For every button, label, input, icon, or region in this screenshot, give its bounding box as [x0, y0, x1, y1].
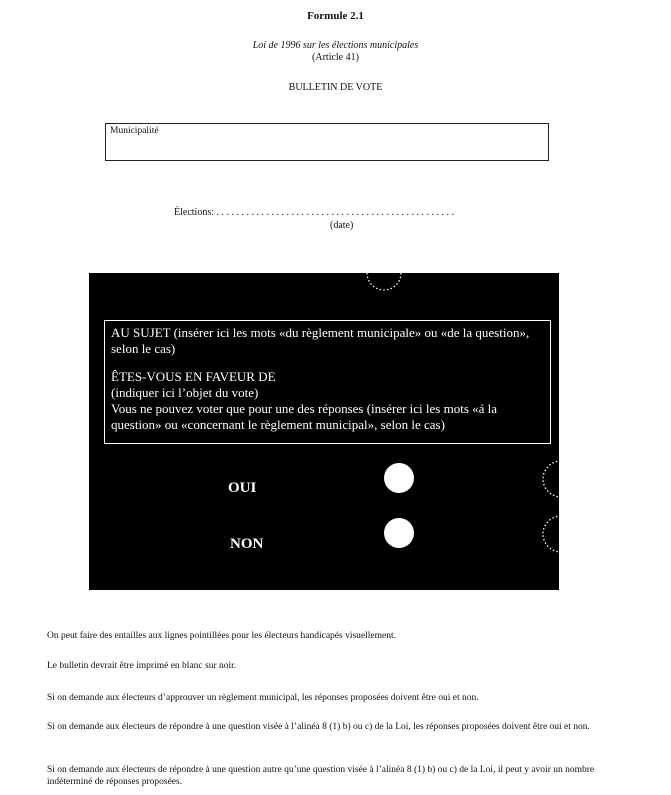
elections-dotted-line: . . . . . . . . . . . . . . . . . . . . . . . . . . . . . . . . . . . . . . . . . . . . . . . . [216, 207, 454, 218]
cut-mark-top [363, 273, 405, 299]
article-reference: (Article 41) [312, 52, 359, 63]
option-oui-marking-circle[interactable] [384, 463, 414, 493]
question-box [104, 320, 551, 444]
note-question-answers: Si on demande aux électeurs de répondre à une question visée à l’alinéa 8 (1) b) ou c) de la Loi, les réponses proposées doivent être oui et non. [47, 722, 590, 732]
option-oui-label: OUI [228, 480, 257, 496]
instruction-text: Vous ne pouvez voter que pour une des réponses (insérer ici les mots «á la question» ou «concernant le règlement municipal», selon le cas) [111, 401, 498, 432]
subject-text: AU SUJET (insérer ici les mots «du règlement municipale» ou «de la question», selon le cas) [111, 325, 530, 356]
note-cut-marks: On peut faire des entailles aux lignes pointillées pour les électeurs handicapés visuellement. [47, 631, 397, 641]
ballot-title: BULLETIN DE VOTE [288, 82, 383, 93]
question-heading: ÊTES-VOUS EN FAVEUR DE [111, 369, 276, 384]
municipality-box [105, 123, 549, 161]
cut-mark-non [533, 514, 561, 554]
option-non-label: NON [230, 536, 264, 552]
cut-mark-oui [533, 459, 561, 499]
note-bylaw-answers: Si on demande aux électeurs d’approuver un règlement municipal, les réponses proposées doivent être oui et non. [47, 693, 479, 703]
note-other-question: Si on demande aux électeurs de répondre à une question autre qu’une question visée à l’alinéa 8 (1) b) ou c) de la Loi, il peut y avoir un nombre indéterminé de réponses proposées. [47, 765, 595, 787]
form-number: Formule 2.1 [307, 10, 364, 22]
question-object: (indiquer ici l’objet du vote) [111, 385, 259, 400]
elections-line [174, 207, 454, 218]
law-title: Loi de 1996 sur les élections municipales [252, 40, 419, 51]
elections-label: Élections: [174, 207, 214, 218]
date-label: (date) [330, 220, 354, 231]
municipality-label: Municipalité [110, 126, 159, 136]
option-non-marking-circle[interactable] [384, 518, 414, 548]
note-print-colors: Le bulletin devrait être imprimé en blanc sur noir. [47, 661, 237, 671]
